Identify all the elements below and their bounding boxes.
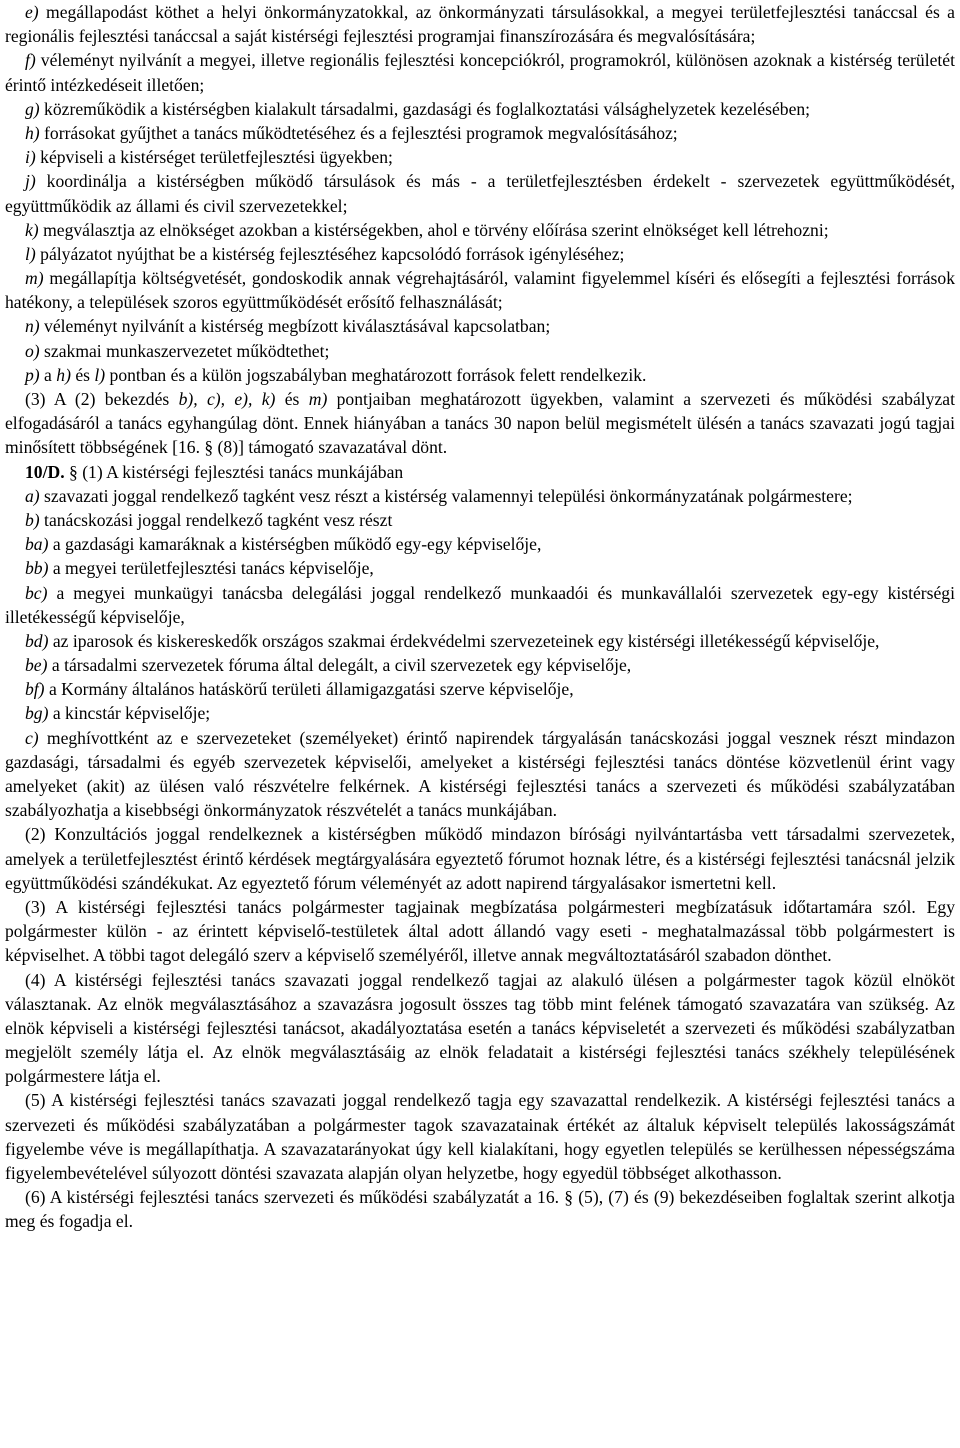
item-label: m) — [25, 268, 44, 289]
item-label: p) — [25, 364, 40, 385]
item-text: pályázatot nyújthat be a kistérség fejlesztéséhez kapcsolódó források igényléséhez; — [35, 243, 625, 264]
item-label: i) — [25, 147, 36, 168]
member-bc — [5, 581, 955, 629]
item-i — [5, 145, 955, 169]
item-text: megállapítja költségvetését, gondoskodik annak végrehajtásáról, valamint figyelemmel kíséri és elősegíti a fejlesztési források hatékony, a települések szoros együttműködését erősítő felhasználását; — [5, 268, 955, 313]
item-label: bg) — [25, 703, 49, 724]
member-be — [5, 653, 955, 677]
paragraph-4: (4) A kistérségi fejlesztési tanács szavazati joggal rendelkező tagjai az alakuló ülésen a polgármester tagok közül elnököt választanak. Az elnök megválasztásához a szavazásra jogosult összes tag több mint felének támogató szavazatára van szükség. Az elnök képviseli a kistérségi fejlesztési tanácsot, akadályoztatása esetén a tanács képviseletét a szervezeti és működési szabályzatban megjelölt személy látja el. Az elnök megválasztásáig az elnök feladatait a kistérségi fejlesztési tanács székhely településének polgármestere látja el. — [5, 969, 955, 1087]
item-text: a kincstár képviselője; — [48, 703, 211, 724]
item-label: h) — [25, 122, 40, 143]
paragraph-ref: m) — [308, 389, 328, 409]
paragraph-6: (6) A kistérségi fejlesztési tanács szervezeti és működési szabályzatát a 16. § (5), (7) és (9) bekezdéseiben foglaltak szerint alkotja meg és fogadja el. — [5, 1187, 955, 1232]
item-text: pontban és a külön jogszabályban meghatározott források felett rendelkezik. — [105, 364, 647, 385]
item-label: c) — [25, 727, 39, 748]
item-text: forrásokat gyűjthet a tanács működtetéséhez és a fejlesztési programok megvalósításához; — [39, 122, 678, 143]
item-m — [5, 266, 955, 314]
paragraph-ref: b), c), e), k) — [178, 389, 276, 409]
item-e — [5, 0, 955, 48]
paragraph-2: (2) Konzultációs joggal rendelkeznek a kistérségben működő mindazon bírósági nyilvántartásba vett társadalmi szervezetek, amelyek a területfejlesztést érintő kérdések megtárgyalására egyeztető fórumot hoznak létre, és a kistérségi fejlesztési tanácsnál jelzik együttműködési szándékukat. Az egyeztető fórum véleményét az adott napirend tárgyalásakor ismertetni kell. — [5, 824, 955, 893]
paragraph-text: pontjaiban meghatározott ügyekben, valamint a szervezeti és működési szabályzat elfogadásáról a tanács egyhangúlag dönt. Ennek hiányában a tanács 30 napon belül megismételt ülésén a tanács szavazati jogú tagjai minősített többségének [16. § (8)] támogató szavazatával dönt. — [5, 389, 955, 458]
item-label: bc) — [25, 582, 48, 603]
item-text: és — [70, 364, 95, 385]
item-label: e) — [25, 2, 39, 22]
item-label: b) — [25, 509, 40, 530]
item-label: n) — [25, 316, 40, 337]
item-label: ba) — [25, 534, 49, 555]
item-text: a gazdasági kamaráknak a kistérségben működő egy-egy képviselője, — [48, 534, 542, 555]
member-bd — [5, 629, 955, 653]
item-o — [5, 339, 955, 363]
item-label: o) — [25, 340, 40, 361]
item-h — [5, 121, 955, 145]
item-label: bd) — [25, 630, 49, 651]
member-bf — [5, 677, 955, 701]
item-text: képviseli a kistérséget területfejlesztési ügyekben; — [35, 147, 393, 168]
item-text: szavazati joggal rendelkező tagként vesz részt a kistérség valamennyi települési önkormányzatának polgármestere; — [39, 485, 853, 506]
item-text: a — [39, 364, 57, 385]
item-j — [5, 169, 955, 217]
item-g — [5, 97, 955, 121]
member-ba — [5, 532, 955, 556]
item-label: k) — [25, 219, 39, 240]
item-text: az iparosok és kiskereskedők országos szakmai érdekvédelmi szervezeteinek egy kistérségi illetékességű képviselője, — [48, 630, 880, 651]
item-text: a megyei területfejlesztési tanács képviselője, — [48, 558, 374, 579]
member-bb — [5, 556, 955, 580]
paragraph-text: (3) A (2) bekezdés — [25, 389, 179, 409]
item-label: l) — [25, 243, 36, 264]
item-text: véleményt nyilvánít a kistérség megbízott kiválasztásával kapcsolatban; — [39, 316, 551, 337]
item-l — [5, 242, 955, 266]
item-ref: h) — [56, 364, 71, 385]
member-b — [5, 508, 955, 532]
section-number: 10/D. — [25, 461, 65, 482]
member-bg — [5, 701, 955, 725]
item-text: megválasztja az elnökséget azokban a kistérségekben, ahol e törvény előírása szerint elnökséget kell létrehozni; — [38, 219, 829, 240]
paragraph-3 — [5, 387, 955, 460]
item-k — [5, 218, 955, 242]
item-label: bb) — [25, 558, 49, 579]
paragraph-3b: (3) A kistérségi fejlesztési tanács polgármester tagjainak megbízatása polgármesteri megbízatásuk időtartamára szól. Egy polgármester külön - az érintett képviselő-testületek által adott állandó vagy eseti - meghatalmazással több polgármestert is képviselhet. A többi tagot delegáló szerv a képviselő személyéről, illetve annak megváltoztatásáról szabadon dönthet. — [5, 896, 955, 966]
item-text: véleményt nyilvánít a megyei, illetve regionális fejlesztési koncepciókról, programokról, különösen azoknak a kistérség területét érintő intézkedéseit illetően; — [5, 50, 955, 95]
item-p — [5, 363, 955, 387]
item-label: a) — [25, 485, 40, 506]
member-c — [5, 726, 955, 823]
item-text: tanácskozási joggal rendelkező tagként vesz részt — [39, 509, 393, 530]
item-text: szakmai munkaszervezetet működtethet; — [39, 340, 330, 361]
paragraph-text: és — [275, 389, 309, 409]
item-f — [5, 48, 955, 96]
member-a — [5, 484, 955, 508]
paragraph-5: (5) A kistérségi fejlesztési tanács szavazati joggal rendelkező tagja egy szavazattal rendelkezik. A kistérségi fejlesztési tanács a szervezeti és működési szabályzatában a polgármester tagok szavazatainak értékét az általuk képviselt település lakosságszámát figyelembe véve is megállapíthatja. A szavazatarányokat úgy kell kialakítani, hogy egyetlen település se kerülhessen népességszáma figyelembevételével súlyozott döntési szavazata alapján olyan helyzetbe, hogy egyedül többséget alkothasson. — [5, 1090, 955, 1183]
item-label: f) — [25, 50, 36, 71]
item-ref: l) — [94, 364, 106, 385]
section-text: § (1) A kistérségi fejlesztési tanács munkájában — [64, 461, 404, 482]
item-text: közreműködik a kistérségben kialakult társadalmi, gazdasági és foglalkoztatási válsághelyzetek kezelésében; — [39, 98, 811, 119]
item-text: megállapodást köthet a helyi önkormányzatokkal, az önkormányzati társulásokkal, a megyei területfejlesztési tanáccsal és a regionális fejlesztési tanáccsal a saját kistérségi fejlesztési programjai finanszírozására és megvalósítására; — [5, 2, 955, 47]
item-label: bf) — [25, 679, 45, 700]
item-text: a Kormány általános hatáskörű területi államigazgatási szerve képviselője, — [44, 679, 574, 700]
item-text: meghívottként az e szervezeteket (személyeket) érintő napirendek tárgyalásán tanácskozási joggal vesznek részt mindazon gazdasági, társadalmi és egyéb szervezetek képviselői, amelyeket a kistérségi fejlesztési tanács döntése közvetlenül érint vagy amelyeket (akit) az ülésen való részvételre felkérnek. A kistérségi fejlesztési tanács a szervezeti és működési szabályzatában szabályozhatja a kisebbségi önkormányzatok részvételét a tanács munkájában. — [5, 727, 955, 821]
item-text: a társadalmi szervezetek fóruma által delegált, a civil szervezetek egy képviselője, — [47, 655, 632, 676]
section-heading — [5, 460, 955, 484]
item-n — [5, 314, 955, 338]
item-label: g) — [25, 98, 40, 119]
item-label: be) — [25, 655, 48, 676]
item-text: a megyei munkaügyi tanácsba delegálási joggal rendelkező munkaadói és munkavállalói szervezetek egy-egy kistérségi illetékességű képviselője, — [5, 582, 955, 627]
item-label: j) — [25, 171, 36, 192]
item-text: koordinálja a kistérségben működő társulások és más - a területfejlesztésben érdekelt - szervezetek együttműködését, együttműködik az állami és civil szervezetekkel; — [5, 171, 955, 216]
